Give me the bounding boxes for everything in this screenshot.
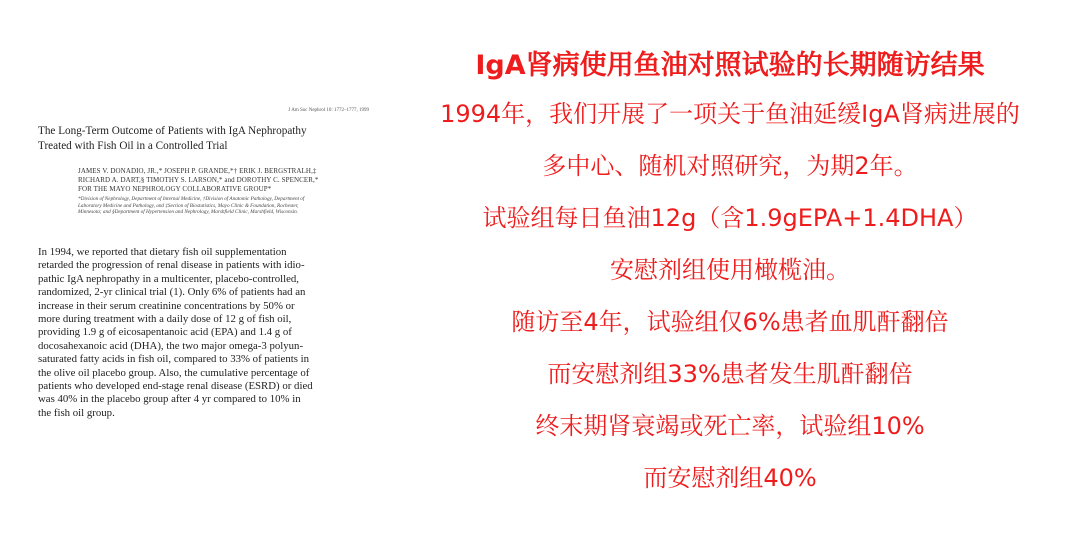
affiliation-line: *Division of Nephrology, Department of Internal Medicine, †Division of Anatomic Pathology, Department of <box>78 196 305 202</box>
body-line: In 1994, we reported that dietary fish oil supplementation <box>38 246 287 258</box>
summary-heading: IgA肾病使用鱼油对照试验的长期随访结果 <box>475 50 985 81</box>
body-line: pathic IgA nephropathy in a multicenter, placebo-controlled, <box>38 272 300 285</box>
paper-title <box>38 124 307 154</box>
summary-line: 1994年，我们开展了一项关于鱼油延缓IgA肾病进展的 <box>440 100 1020 128</box>
paper-title-line: The Long-Term Outcome of Patients with IgA Nephropathy <box>38 125 307 137</box>
summary-line: 终末期肾衰竭或死亡率，试验组10% <box>535 412 925 440</box>
body-line: the fish oil group. <box>38 406 115 419</box>
body-line: randomized, 2-yr clinical trial (1). Only 6% of patients had an <box>38 286 306 299</box>
summary-line: 而安慰剂组40% <box>643 464 817 492</box>
paper-affiliations <box>78 196 408 216</box>
affiliation-line: Laboratory Medicine and Pathology, and ‡Section of Biostatistics, Mayo Clinic & Foundation, Rochester, <box>78 202 299 209</box>
body-line: providing 1.9 g of eicosapentanoic acid (EPA) and 1.4 g of <box>38 326 292 339</box>
summary-line: 安慰剂组使用橄榄油。 <box>610 256 850 284</box>
chinese-summary <box>380 44 1080 504</box>
body-line: retarded the progression of renal disease in patients with idio- <box>38 259 305 272</box>
journal-citation: J Am Soc Nephrol 10: 1772–1777, 1999 <box>288 108 369 113</box>
body-line: more during treatment with a daily dose of 12 g of fish oil, <box>38 313 292 326</box>
body-line: increase in their serum creatinine concentrations by 50% or <box>38 299 295 312</box>
body-line: docosahexanoic acid (DHA), the two major omega-3 polyun- <box>38 339 304 352</box>
affiliation-line: Minnesota; and §Department of Hypertension and Nephrology, Marshfield Clinic, Marshfield, Wisconsin. <box>78 209 298 216</box>
author-line: RICHARD A. DART,§ TIMOTHY S. LARSON,* and DOROTHY C. SPENCER,* <box>78 176 319 184</box>
body-line: the olive oil placebo group. Also, the cumulative percentage of <box>38 366 310 379</box>
summary-line: 而安慰剂组33%患者发生肌酐翻倍 <box>547 360 913 388</box>
paper-title-line: Treated with Fish Oil in a Controlled Trial <box>38 140 228 152</box>
author-line: JAMES V. DONADIO, JR.,* JOSEPH P. GRANDE,*† ERIK J. BERGSTRALH,‡ <box>78 167 317 175</box>
summary-line: 试验组每日鱼油12g（含1.9gEPA+1.4DHA） <box>482 204 978 232</box>
summary-line: 随访至4年，试验组仅6%患者血肌酐翻倍 <box>511 308 949 336</box>
author-line: FOR THE MAYO NEPHROLOGY COLLABORATIVE GROUP* <box>78 185 272 193</box>
summary-line: 多中心、随机对照研究，为期2年。 <box>542 152 918 180</box>
body-line: was 40% in the placebo group after 4 yr compared to 10% in <box>38 393 301 406</box>
body-line: patients who developed end-stage renal disease (ESRD) or died <box>38 380 313 393</box>
paper-body-paragraph <box>38 246 373 420</box>
paper-authors <box>78 167 319 194</box>
body-line: saturated fatty acids in fish oil, compared to 33% of patients in <box>38 353 310 366</box>
